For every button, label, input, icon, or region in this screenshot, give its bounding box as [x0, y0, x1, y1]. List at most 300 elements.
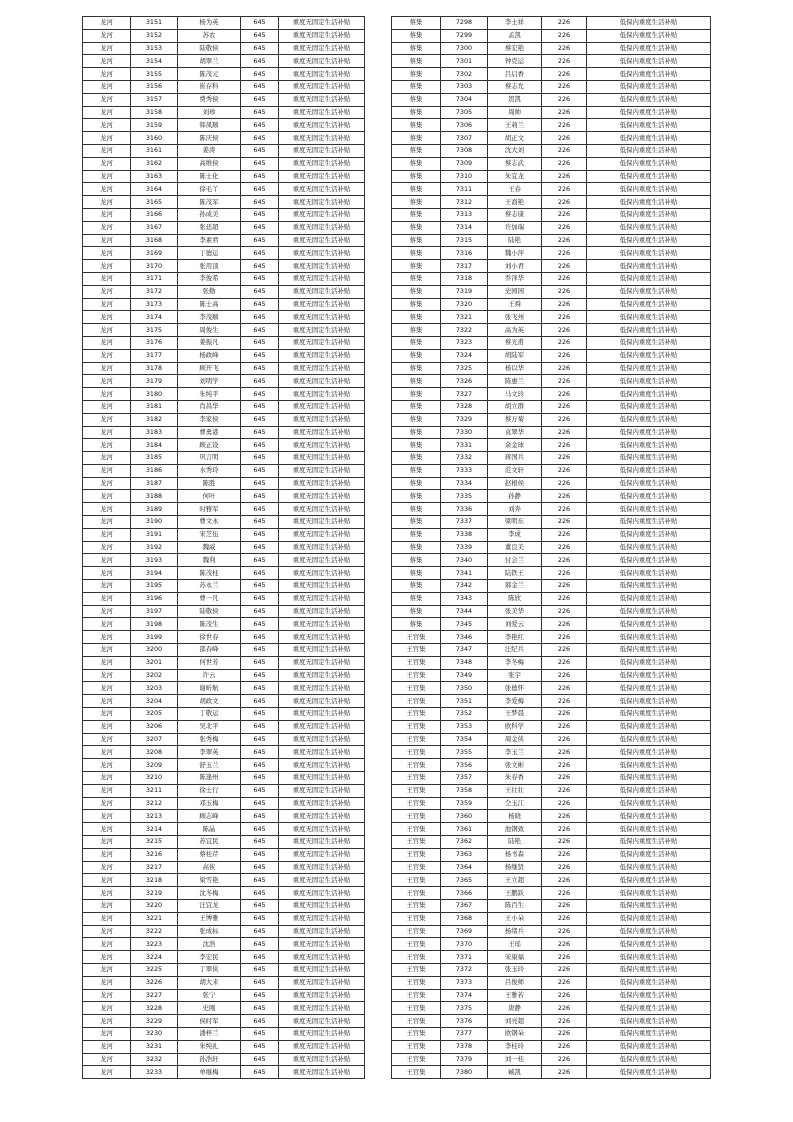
serial-number-cell: 3207 [131, 733, 178, 746]
serial-number-cell: 7317 [441, 260, 488, 273]
table-row [83, 528, 365, 541]
serial-number-cell: 3206 [131, 720, 178, 733]
serial-number-cell: 3233 [131, 1066, 178, 1079]
amount-cell: 645 [241, 1040, 279, 1053]
amount-cell: 645 [241, 772, 279, 785]
table-row [83, 375, 365, 388]
table-row [392, 784, 711, 797]
amount-cell: 645 [241, 938, 279, 951]
serial-number-cell: 7370 [441, 938, 488, 951]
town-cell: 龙河 [83, 963, 131, 976]
table-row [392, 772, 711, 785]
subsidy-type-cell: 低保内重度生活补贴 [587, 247, 711, 260]
serial-number-cell: 7347 [441, 644, 488, 657]
town-cell: 蔡集 [392, 516, 441, 529]
name-cell: 张文彬 [488, 759, 542, 772]
name-cell: 刘爱云 [488, 618, 542, 631]
table-row [83, 836, 365, 849]
name-cell: 蔡志康 [488, 208, 542, 221]
amount-cell: 226 [542, 375, 587, 388]
subsidy-type-cell: 低保内重度生活补贴 [587, 260, 711, 273]
subsidy-type-cell: 重度无固定生活补贴 [279, 183, 365, 196]
amount-cell: 226 [542, 490, 587, 503]
subsidy-type-cell: 重度无固定生活补贴 [279, 528, 365, 541]
subsidy-type-cell: 低保内重度生活补贴 [587, 1015, 711, 1028]
table-row [83, 208, 365, 221]
name-cell: 陈百生 [488, 899, 542, 912]
subsidy-type-cell: 重度无固定生活补贴 [279, 388, 365, 401]
serial-number-cell: 7365 [441, 874, 488, 887]
name-cell: 李士祥 [488, 17, 542, 30]
town-cell: 龙河 [83, 464, 131, 477]
town-cell: 王官集 [392, 823, 441, 836]
town-cell: 蔡集 [392, 554, 441, 567]
table-row [392, 669, 711, 682]
name-cell: 李桂玲 [488, 1040, 542, 1053]
amount-cell: 226 [542, 42, 587, 55]
amount-cell: 226 [542, 452, 587, 465]
amount-cell: 645 [241, 106, 279, 119]
serial-number-cell: 3152 [131, 29, 178, 42]
town-cell: 龙河 [83, 580, 131, 593]
subsidy-type-cell: 重度无固定生活补贴 [279, 631, 365, 644]
amount-cell: 645 [241, 912, 279, 925]
serial-number-cell: 7352 [441, 708, 488, 721]
table-row [392, 336, 711, 349]
town-cell: 王官集 [392, 644, 441, 657]
table-row [392, 260, 711, 273]
amount-cell: 226 [542, 669, 587, 682]
subsidy-type-cell: 低保内重度生活补贴 [587, 912, 711, 925]
table-row [392, 887, 711, 900]
amount-cell: 645 [241, 298, 279, 311]
table-row [392, 797, 711, 810]
table-row [83, 1027, 365, 1040]
table-row [392, 183, 711, 196]
serial-number-cell: 3166 [131, 208, 178, 221]
serial-number-cell: 3224 [131, 951, 178, 964]
town-cell: 龙河 [83, 144, 131, 157]
name-cell: 曹文永 [178, 516, 241, 529]
serial-number-cell: 3158 [131, 106, 178, 119]
table-row [83, 55, 365, 68]
town-cell: 蔡集 [392, 29, 441, 42]
town-cell: 王官集 [392, 963, 441, 976]
subsidy-type-cell: 低保内重度生活补贴 [587, 848, 711, 861]
name-cell: 张廷超 [178, 221, 241, 234]
table-row [83, 119, 365, 132]
amount-cell: 645 [241, 247, 279, 260]
amount-cell: 645 [241, 68, 279, 81]
amount-cell: 645 [241, 311, 279, 324]
serial-number-cell: 7338 [441, 528, 488, 541]
subsidy-type-cell: 重度无固定生活补贴 [279, 42, 365, 55]
name-cell: 韩凤顺 [178, 119, 241, 132]
name-cell: 陈士高 [178, 298, 241, 311]
town-cell: 龙河 [83, 733, 131, 746]
table-row [83, 362, 365, 375]
subsidy-type-cell: 低保内重度生活补贴 [587, 528, 711, 541]
subsidy-type-cell: 重度无固定生活补贴 [279, 925, 365, 938]
subsidy-type-cell: 低保内重度生活补贴 [587, 976, 711, 989]
amount-cell: 645 [241, 93, 279, 106]
town-cell: 蔡集 [392, 426, 441, 439]
amount-cell: 645 [241, 119, 279, 132]
name-cell: 梁雪艳 [178, 874, 241, 887]
name-cell: 宋芝伍 [178, 528, 241, 541]
table-row [83, 400, 365, 413]
town-cell: 王官集 [392, 1015, 441, 1028]
town-cell: 龙河 [83, 823, 131, 836]
table-row [83, 336, 365, 349]
town-cell: 龙河 [83, 516, 131, 529]
town-cell: 蔡集 [392, 42, 441, 55]
table-row [83, 823, 365, 836]
subsidy-type-cell: 重度无固定生活补贴 [279, 503, 365, 516]
table-row [392, 106, 711, 119]
table-row [83, 580, 365, 593]
town-cell: 王官集 [392, 772, 441, 785]
serial-number-cell: 7360 [441, 810, 488, 823]
amount-cell: 226 [542, 17, 587, 30]
amount-cell: 226 [542, 861, 587, 874]
town-cell: 龙河 [83, 93, 131, 106]
table-row [83, 247, 365, 260]
table-row [392, 861, 711, 874]
subsidy-type-cell: 低保内重度生活补贴 [587, 285, 711, 298]
town-cell: 龙河 [83, 29, 131, 42]
amount-cell: 226 [542, 1015, 587, 1028]
table-row [83, 797, 365, 810]
table-row [392, 29, 711, 42]
subsidy-type-cell: 重度无固定生活补贴 [279, 17, 365, 30]
name-cell: 何叶 [178, 490, 241, 503]
name-cell: 王梦晨 [488, 708, 542, 721]
amount-cell: 226 [542, 720, 587, 733]
name-cell: 何世芳 [178, 656, 241, 669]
name-cell: 刘珍 [178, 106, 241, 119]
subsidy-type-cell: 重度无固定生活补贴 [279, 605, 365, 618]
serial-number-cell: 3195 [131, 580, 178, 593]
subsidy-type-cell: 重度无固定生活补贴 [279, 836, 365, 849]
town-cell: 蔡集 [392, 490, 441, 503]
amount-cell: 645 [241, 580, 279, 593]
amount-cell: 226 [542, 541, 587, 554]
name-cell: 陆敬侯 [178, 42, 241, 55]
amount-cell: 226 [542, 106, 587, 119]
name-cell: 刘小君 [488, 260, 542, 273]
serial-number-cell: 3156 [131, 80, 178, 93]
subsidy-type-cell: 低保内重度生活补贴 [587, 656, 711, 669]
amount-cell: 226 [542, 298, 587, 311]
subsidy-type-cell: 重度无固定生活补贴 [279, 413, 365, 426]
name-cell: 时雅军 [178, 503, 241, 516]
amount-cell: 226 [542, 631, 587, 644]
town-cell: 王官集 [392, 682, 441, 695]
name-cell: 李素君 [178, 234, 241, 247]
serial-number-cell: 7369 [441, 925, 488, 938]
name-cell: 蒋国兵 [488, 452, 542, 465]
table-row [83, 682, 365, 695]
serial-number-cell: 7356 [441, 759, 488, 772]
table-row [392, 1015, 711, 1028]
right-subsidy-table [391, 16, 711, 1079]
subsidy-type-cell: 低保内重度生活补贴 [587, 708, 711, 721]
serial-number-cell: 7316 [441, 247, 488, 260]
table-row [392, 528, 711, 541]
serial-number-cell: 3190 [131, 516, 178, 529]
amount-cell: 226 [542, 810, 587, 823]
subsidy-type-cell: 低保内重度生活补贴 [587, 362, 711, 375]
amount-cell: 226 [542, 784, 587, 797]
table-row [83, 567, 365, 580]
table-row [83, 925, 365, 938]
serial-number-cell: 3172 [131, 285, 178, 298]
town-cell: 蔡集 [392, 580, 441, 593]
subsidy-type-cell: 重度无固定生活补贴 [279, 861, 365, 874]
name-cell: 陈茂元 [178, 68, 241, 81]
table-row [392, 426, 711, 439]
town-cell: 蔡集 [392, 170, 441, 183]
name-cell: 蔡光甫 [488, 336, 542, 349]
name-cell: 刘明学 [178, 375, 241, 388]
town-cell: 王官集 [392, 976, 441, 989]
subsidy-type-cell: 低保内重度生活补贴 [587, 938, 711, 951]
subsidy-type-cell: 重度无固定生活补贴 [279, 234, 365, 247]
name-cell: 张德怀 [488, 682, 542, 695]
amount-cell: 645 [241, 567, 279, 580]
subsidy-type-cell: 重度无固定生活补贴 [279, 912, 365, 925]
amount-cell: 226 [542, 887, 587, 900]
amount-cell: 645 [241, 1066, 279, 1079]
table-row [83, 285, 365, 298]
amount-cell: 226 [542, 912, 587, 925]
amount-cell: 226 [542, 503, 587, 516]
name-cell: 范文轩 [488, 464, 542, 477]
table-row [83, 93, 365, 106]
amount-cell: 645 [241, 976, 279, 989]
town-cell: 王官集 [392, 1066, 441, 1079]
serial-number-cell: 3231 [131, 1040, 178, 1053]
table-row [392, 170, 711, 183]
table-row [392, 516, 711, 529]
amount-cell: 645 [241, 669, 279, 682]
table-row [392, 311, 711, 324]
subsidy-type-cell: 重度无固定生活补贴 [279, 938, 365, 951]
name-cell: 李家侯 [178, 413, 241, 426]
name-cell: 郝金兰 [488, 580, 542, 593]
town-cell: 龙河 [83, 746, 131, 759]
subsidy-type-cell: 重度无固定生活补贴 [279, 400, 365, 413]
table-row [392, 1002, 711, 1015]
serial-number-cell: 7309 [441, 157, 488, 170]
subsidy-type-cell: 重度无固定生活补贴 [279, 976, 365, 989]
subsidy-type-cell: 重度无固定生活补贴 [279, 848, 365, 861]
name-cell: 王小朵 [488, 912, 542, 925]
town-cell: 龙河 [83, 80, 131, 93]
name-cell: 许加瑞 [488, 221, 542, 234]
name-cell: 王莉兰 [488, 119, 542, 132]
amount-cell: 645 [241, 260, 279, 273]
serial-number-cell: 3170 [131, 260, 178, 273]
serial-number-cell: 3211 [131, 784, 178, 797]
name-cell: 陈晶 [178, 823, 241, 836]
serial-number-cell: 3174 [131, 311, 178, 324]
serial-number-cell: 3191 [131, 528, 178, 541]
subsidy-type-cell: 低保内重度生活补贴 [587, 1002, 711, 1015]
amount-cell: 645 [241, 336, 279, 349]
name-cell: 陈欣 [488, 592, 542, 605]
name-cell: 沈大刘 [488, 144, 542, 157]
amount-cell: 226 [542, 349, 587, 362]
subsidy-type-cell: 低保内重度生活补贴 [587, 1027, 711, 1040]
amount-cell: 226 [542, 55, 587, 68]
serial-number-cell: 3199 [131, 631, 178, 644]
name-cell: 吴北平 [178, 720, 241, 733]
serial-number-cell: 3193 [131, 554, 178, 567]
table-row [83, 477, 365, 490]
town-cell: 蔡集 [392, 93, 441, 106]
name-cell: 陈惠兰 [488, 375, 542, 388]
amount-cell: 226 [542, 336, 587, 349]
table-row [392, 93, 711, 106]
amount-cell: 645 [241, 516, 279, 529]
serial-number-cell: 3202 [131, 669, 178, 682]
subsidy-type-cell: 低保内重度生活补贴 [587, 631, 711, 644]
table-row [83, 272, 365, 285]
amount-cell: 645 [241, 464, 279, 477]
town-cell: 龙河 [83, 989, 131, 1002]
serial-number-cell: 7378 [441, 1040, 488, 1053]
table-row [83, 618, 365, 631]
amount-cell: 645 [241, 644, 279, 657]
table-row [392, 733, 711, 746]
amount-cell: 226 [542, 656, 587, 669]
serial-number-cell: 3153 [131, 42, 178, 55]
town-cell: 蔡集 [392, 528, 441, 541]
serial-number-cell: 3167 [131, 221, 178, 234]
serial-number-cell: 3212 [131, 797, 178, 810]
amount-cell: 645 [241, 823, 279, 836]
name-cell: 高侠 [178, 861, 241, 874]
amount-cell: 226 [542, 170, 587, 183]
serial-number-cell: 3178 [131, 362, 178, 375]
serial-number-cell: 3160 [131, 132, 178, 145]
town-cell: 王官集 [392, 848, 441, 861]
name-cell: 苏永兰 [178, 580, 241, 593]
subsidy-type-cell: 重度无固定生活补贴 [279, 567, 365, 580]
table-row [392, 80, 711, 93]
serial-number-cell: 7303 [441, 80, 488, 93]
subsidy-type-cell: 低保内重度生活补贴 [587, 720, 711, 733]
name-cell: 钟克运 [488, 55, 542, 68]
left-subsidy-table [82, 16, 365, 1079]
subsidy-type-cell: 重度无固定生活补贴 [279, 439, 365, 452]
serial-number-cell: 7300 [441, 42, 488, 55]
subsidy-type-cell: 低保内重度生活补贴 [587, 618, 711, 631]
town-cell: 龙河 [83, 439, 131, 452]
amount-cell: 645 [241, 221, 279, 234]
name-cell: 袁翠华 [488, 426, 542, 439]
town-cell: 王官集 [392, 631, 441, 644]
town-cell: 王官集 [392, 887, 441, 900]
serial-number-cell: 7335 [441, 490, 488, 503]
subsidy-type-cell: 重度无固定生活补贴 [279, 119, 365, 132]
town-cell: 王官集 [392, 912, 441, 925]
town-cell: 龙河 [83, 132, 131, 145]
town-cell: 龙河 [83, 899, 131, 912]
subsidy-type-cell: 低保内重度生活补贴 [587, 93, 711, 106]
name-cell: 蔡宏艳 [488, 42, 542, 55]
table-row [83, 541, 365, 554]
serial-number-cell: 3204 [131, 695, 178, 708]
serial-number-cell: 7330 [441, 426, 488, 439]
subsidy-type-cell: 低保内重度生活补贴 [587, 464, 711, 477]
town-cell: 龙河 [83, 848, 131, 861]
name-cell: 仝玉江 [488, 797, 542, 810]
serial-number-cell: 7312 [441, 196, 488, 209]
serial-number-cell: 3155 [131, 68, 178, 81]
amount-cell: 645 [241, 477, 279, 490]
subsidy-type-cell: 重度无固定生活补贴 [279, 874, 365, 887]
table-row [83, 759, 365, 772]
table-row [83, 989, 365, 1002]
serial-number-cell: 7336 [441, 503, 488, 516]
subsidy-type-cell: 低保内重度生活补贴 [587, 695, 711, 708]
subsidy-type-cell: 低保内重度生活补贴 [587, 580, 711, 593]
name-cell: 蔡志允 [488, 80, 542, 93]
subsidy-type-cell: 低保内重度生活补贴 [587, 989, 711, 1002]
subsidy-type-cell: 重度无固定生活补贴 [279, 477, 365, 490]
subsidy-type-cell: 低保内重度生活补贴 [587, 925, 711, 938]
town-cell: 蔡集 [392, 400, 441, 413]
town-cell: 龙河 [83, 285, 131, 298]
serial-number-cell: 7324 [441, 349, 488, 362]
serial-number-cell: 3162 [131, 157, 178, 170]
amount-cell: 226 [542, 29, 587, 42]
town-cell: 龙河 [83, 413, 131, 426]
amount-cell: 226 [542, 1002, 587, 1015]
name-cell: 曹勇港 [178, 426, 241, 439]
serial-number-cell: 7363 [441, 848, 488, 861]
serial-number-cell: 3205 [131, 708, 178, 721]
town-cell: 龙河 [83, 42, 131, 55]
name-cell: 王博雅 [178, 912, 241, 925]
subsidy-type-cell: 重度无固定生活补贴 [279, 682, 365, 695]
serial-number-cell: 3198 [131, 618, 178, 631]
name-cell: 乔泽华 [488, 272, 542, 285]
subsidy-type-cell: 重度无固定生活补贴 [279, 221, 365, 234]
name-cell: 马文玲 [488, 388, 542, 401]
name-cell: 欧科学 [488, 720, 542, 733]
town-cell: 龙河 [83, 119, 131, 132]
serial-number-cell: 7345 [441, 618, 488, 631]
right-table-body [392, 17, 711, 1079]
amount-cell: 645 [241, 592, 279, 605]
amount-cell: 226 [542, 580, 587, 593]
table-row [392, 554, 711, 567]
name-cell: 丁德运 [178, 247, 241, 260]
amount-cell: 645 [241, 42, 279, 55]
serial-number-cell: 3187 [131, 477, 178, 490]
serial-number-cell: 7325 [441, 362, 488, 375]
name-cell: 孙浩轩 [178, 1053, 241, 1066]
name-cell: 肖昌华 [178, 400, 241, 413]
town-cell: 龙河 [83, 1066, 131, 1079]
name-cell: 胡大来 [178, 976, 241, 989]
subsidy-type-cell: 低保内重度生活补贴 [587, 1053, 711, 1066]
amount-cell: 226 [542, 976, 587, 989]
